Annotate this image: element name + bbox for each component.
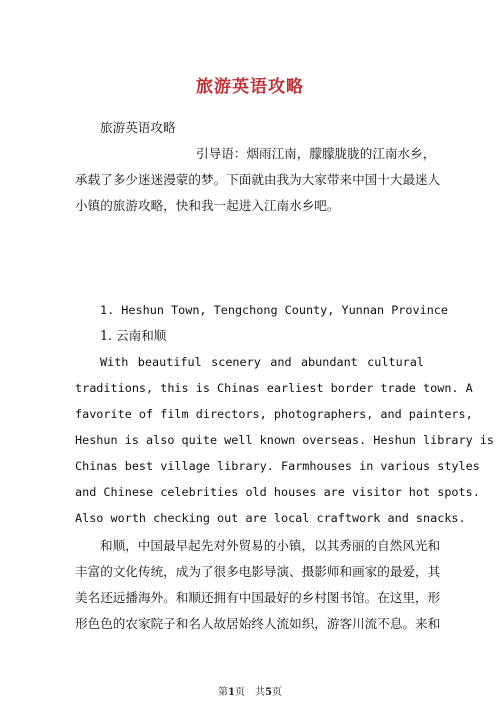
english-paragraph-line-4: Heshun is also quite well known overseas. Heshun library is (75, 433, 495, 447)
chinese-paragraph-line-3: 美名还远播海外。和顺还拥有中国最好的乡村图书馆。在这里，形 (75, 590, 441, 605)
chinese-paragraph-line-4: 形色色的农家院子和名人故居始终人流如织，游客川流不息。来和 (75, 616, 441, 631)
footer-mid: 页 共 (235, 687, 265, 698)
subtitle: 旅游英语攻略 (100, 120, 176, 135)
english-paragraph-line-6: and Chinese celebrities old houses are visitor hot spots. (75, 485, 480, 499)
intro-line-1: 引导语：烟雨江南，朦朦胧胧的江南水乡， (196, 146, 436, 161)
chinese-paragraph-line-1: 和顺，中国最早起先对外贸易的小镇，以其秀丽的自然风光和 (100, 538, 441, 553)
section-heading-english: 1. Heshun Town, Tengchong County, Yunnan Province (100, 303, 449, 317)
footer-prefix: 第 (218, 687, 229, 698)
footer-current-page: 1 (228, 687, 235, 698)
english-paragraph-line-3: favorite of film directors, photographers, and painters, (75, 407, 473, 421)
english-paragraph-line-1: With beautiful scenery and abundant cultural (100, 355, 424, 369)
footer-total-pages: 5 (265, 687, 272, 698)
footer-suffix: 页 (271, 687, 282, 698)
chinese-paragraph-line-2: 丰富的文化传统，成为了很多电影导演、摄影师和画家的最爱，其 (75, 564, 441, 579)
page-footer (0, 683, 500, 698)
english-paragraph-line-5: Chinas best village library. Farmhouses in various styles (75, 459, 480, 473)
section-heading-chinese: 1. 云南和顺 (100, 328, 167, 343)
english-paragraph-line-7: Also worth checking out are local craftwork and snacks. (75, 511, 466, 525)
english-paragraph-line-2: traditions, this is Chinas earliest border trade town. A (75, 381, 473, 395)
intro-line-2: 承载了多少迷迷漫蒙的梦。下面就由我为大家带来中国十大最迷人 (75, 172, 441, 187)
intro-line-3: 小镇的旅游攻略，快和我一起进入江南水乡吧。 (75, 198, 340, 213)
document-title: 旅游英语攻略 (196, 77, 304, 97)
